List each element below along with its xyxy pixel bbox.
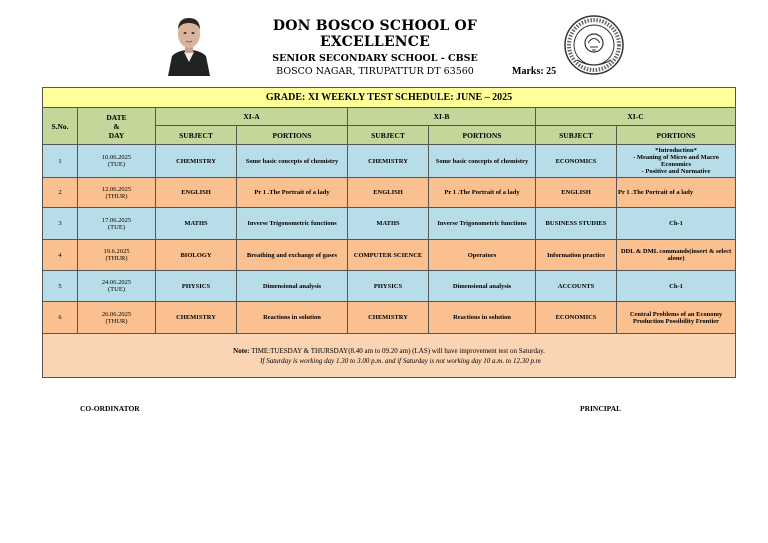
date-cell [78,271,156,302]
portion-cell: Pr 1 .The Portrait of a lady [617,178,736,208]
sno-cell: 3 [43,208,78,240]
subject-cell: ACCOUNTS [536,271,617,302]
subject-cell: PHYSICS [156,271,237,302]
section-header-xi-c: XI-C [536,108,736,126]
date-value: 12.06.2025 [101,185,132,193]
portion-line: Central Problems of an Economy [629,310,723,318]
day-value: (THUR) [105,255,128,262]
portion-cell: Dimensional analysis [429,271,536,302]
subject-cell: CHEMISTRY [156,145,237,178]
date-cell [78,178,156,208]
marks-label: Marks: 25 [512,66,557,77]
section-header-row [43,108,736,126]
date-cell [78,240,156,271]
date-header-line2: & [113,121,120,131]
subject-cell: MATHS [156,208,237,240]
portion-cell: Pr 1 .The Portrait of a lady [429,178,536,208]
school-address: BOSCO NAGAR, TIRUPATTUR DT 63560 [276,66,474,77]
principal-signature-label: PRINCIPAL [580,404,622,413]
founder-portrait-photo [166,12,212,76]
date-day-header [78,108,156,145]
sno-header: S.No. [43,108,78,145]
note-row [43,334,736,378]
subject-cell: CHEMISTRY [156,302,237,334]
day-value: (TUE) [108,223,125,231]
coordinator-signature-label: CO-ORDINATOR [80,404,140,413]
section-header-xi-b: XI-B [348,108,536,126]
portion-line: - Positive and Normative [641,168,711,175]
portion-cell: Ch-1 [617,208,736,240]
table-title-row [43,88,736,108]
portion-line: *Introduction* [655,147,697,154]
portion-cell: DDL & DML commands(insert & select alone) [617,240,736,271]
weekly-test-schedule-table [42,87,736,378]
subject-cell: ECONOMICS [536,302,617,334]
subject-cell: CHEMISTRY [348,302,429,334]
portion-cell: Dimensional analysis [237,271,348,302]
portion-cell: Ch-1 [617,271,736,302]
table-row [43,240,736,271]
subject-cell: ECONOMICS [536,145,617,178]
sno-cell: 2 [43,178,78,208]
portions-header: PORTIONS [237,126,348,145]
portion-cell: Some basic concepts of chemistry [237,145,348,178]
date-cell [78,208,156,240]
subject-cell: PHYSICS [348,271,429,302]
sno-cell: 6 [43,302,78,334]
date-value: 10.06.2025 [101,154,132,161]
subject-cell: ENGLISH [536,178,617,208]
day-value: (TUE) [108,161,125,168]
sno-cell: 1 [43,145,78,178]
day-value: (THUR) [105,192,128,200]
school-name: DON BOSCO SCHOOL OF EXCELLENCE [272,18,478,50]
portion-cell [617,302,736,334]
portion-line: - Meaning of Micro and Macro Economics [633,154,719,168]
date-value: 17.06.2025 [101,216,132,224]
note-line-2: If Saturday is working day 1.30 to 3.00 p.m. and if Saturday is not working day 10 a.m. to 12.30 p.m [260,356,541,365]
date-value: 24.06.2025 [101,279,132,286]
note-cell [43,334,736,378]
subject-cell: BUSINESS STUDIES [536,208,617,240]
table-row [43,145,736,178]
subject-header: SUBJECT [156,126,237,145]
table-row [43,178,736,208]
day-value: (TUE) [108,286,125,293]
portion-cell: Reactions in solution [237,302,348,334]
schedule-title: GRADE: XI WEEKLY TEST SCHEDULE: JUNE – 2025 [43,88,736,108]
portion-cell: Inverse Trigonometric functions [429,208,536,240]
sno-cell: 5 [43,271,78,302]
subject-cell: COMPUTER SCIENCE [348,240,429,271]
date-value: 19.6.2025 [103,248,130,255]
table-row [43,271,736,302]
date-header-line3: DAY [108,130,125,140]
portion-cell: Operators [429,240,536,271]
portions-header: PORTIONS [617,126,736,145]
subject-header: SUBJECT [348,126,429,145]
sno-cell: 4 [43,240,78,271]
portion-line: Production Possibility Frontier [632,317,720,325]
school-emblem-seal [563,14,625,76]
subject-cell: ENGLISH [156,178,237,208]
date-value: 26.06.2025 [101,310,132,318]
portion-cell: Reactions in solution [429,302,536,334]
date-cell [78,302,156,334]
table-row [43,208,736,240]
school-header [220,18,530,77]
portion-cell: Some basic concepts of chemistry [429,145,536,178]
school-subtitle: SENIOR SECONDARY SCHOOL - CBSE [272,53,478,64]
subject-cell: Information practice [536,240,617,271]
note-line-1: TIME:TUESDAY & THURSDAY(8.40 am to 09.20 am) (LAS) will have improvement test on Saturday. [251,346,545,355]
subject-cell: CHEMISTRY [348,145,429,178]
portion-cell: Breathing and exchange of gases [237,240,348,271]
portions-header: PORTIONS [429,126,536,145]
subject-cell: BIOLOGY [156,240,237,271]
date-header-line1: DATE [106,112,127,122]
note-label: Note: [233,346,250,355]
day-value: (THUR) [105,317,128,325]
portion-cell: Pr 1 .The Portrait of a lady [237,178,348,208]
subject-header: SUBJECT [536,126,617,145]
subject-cell: MATHS [348,208,429,240]
portion-cell [617,145,736,178]
table-row [43,302,736,334]
portion-cell: Inverse Trigonometric functions [237,208,348,240]
subject-cell: ENGLISH [348,178,429,208]
date-cell [78,145,156,178]
section-header-xi-a: XI-A [156,108,348,126]
